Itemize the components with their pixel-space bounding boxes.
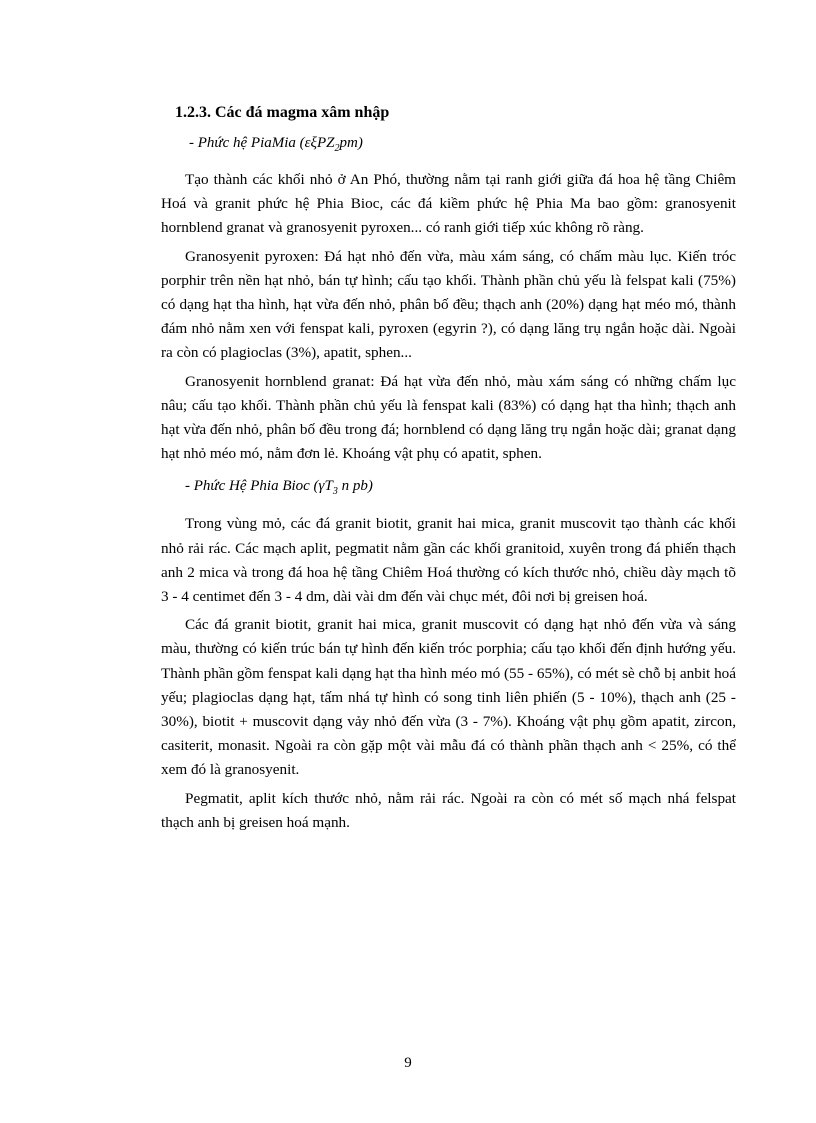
subsection-piamia-subscript: 2 <box>334 143 340 154</box>
section-heading: 1.2.3. Các đá magma xâm nhập <box>175 104 390 121</box>
page-number: 9 <box>404 1055 412 1071</box>
paragraph-6: Pegmatit, aplit kích thước nhỏ, nằm rải rác. Ngoài ra còn có mét số mạch nhá felspat thạch anh bị greisen hoá mạnh. <box>161 789 736 831</box>
paragraph-2: Granosyenit pyroxen: Đá hạt nhỏ đến vừa, màu xám sáng, có chấm màu lục. Kiến tróc porphir trên nền hạt nhỏ, bán tự hình; cấu tạo khối. Thành phần chủ yếu là felspat kali (75%) có dạng hạt tha hình, hạt vừa đến nhỏ, phân bố đều; thạch anh (20%) dạng hạt méo mó, thành đám nhỏ nằm xen với fenspat kali, pyroxen (egyrin ?), có dạng lăng trụ ngắn hoặc dài. Ngoài ra còn có plagioclas (3%), apatit, sphen... <box>161 247 736 362</box>
subsection-phia-bioc-suffix: n pb) <box>337 478 373 495</box>
subsection-phia-bioc <box>161 475 736 503</box>
subsection-piamia <box>161 132 736 160</box>
subsection-piamia-text: - Phức hệ PiaMia (εξPZ <box>189 135 335 151</box>
subsection-phia-bioc-subscript: 3 <box>332 486 338 498</box>
subsection-piamia-suffix: pm) <box>339 135 363 151</box>
subsection-phia-bioc-text: - Phức Hệ Phia Bioc (γT <box>185 478 333 495</box>
paragraph-3: Granosyenit hornblend granat: Đá hạt vừa đến nhỏ, màu xám sáng có những chấm lục nâu; cấu tạo khối. Thành phần chủ yếu là fenspat kali (83%) có dạng hạt tha hình; thạch anh hạt vừa đến nhỏ, phân bố đều trong đá; hornblend có dạng lăng trụ ngắn hoặc dài; granat dạng hạt nhỏ méo mó, nằm đơn lẻ. Khoáng vật phụ có apatit, sphen. <box>161 372 736 463</box>
paragraph-4: Trong vùng mỏ, các đá granit biotit, granit hai mica, granit muscovit tạo thành các khối nhỏ rải rác. Các mạch aplit, pegmatit nằm gần các khối granitoid, xuyên trong đá phiến thạch anh 2 mica và trong đá hoa hệ tầng Chiêm Hoá thường có kích thước nhỏ, chiều dày mạch tõ 3 - 4 centimet đến 3 - 4 dm, dài vài dm đến vài chục mét, đôi nơi bị greisen hoá. <box>161 515 736 606</box>
paragraph-1: Tạo thành các khối nhỏ ở An Phó, thường nằm tại ranh giới giữa đá hoa hệ tầng Chiêm Hoá và granit phức hệ Phia Bioc, các đá kiềm phức hệ Phia Ma bao gồm: granosyenit hornblend granat và granosyenit pyroxen... có ranh giới tiếp xúc không rõ ràng. <box>161 171 736 237</box>
paragraph-5: Các đá granit biotit, granit hai mica, granit muscovit có dạng hạt nhỏ đến vừa và sáng màu, thường có kiến trúc bán tự hình đến kiến tróc porphia; cấu tạo khối đến định hướng yếu. Thành phần gồm fenspat kali dạng hạt tha hình méo mó (55 - 65%), có mét sè chỗ bị anbit hoá yếu; plagioclas dạng hạt, tấm nhá tự hình có song tinh liên phiến (5 - 10%), thạch anh (25 - 30%), biotit + muscovit dạng vảy nhỏ đến vừa (3 - 7%). Khoáng vật phụ gồm apatit, zircon, casiterit, monasit. Ngoài ra còn gặp một vài mẫu đá có thành phần thạch anh < 25%, có thể xem đó là granosyenit. <box>161 616 736 779</box>
